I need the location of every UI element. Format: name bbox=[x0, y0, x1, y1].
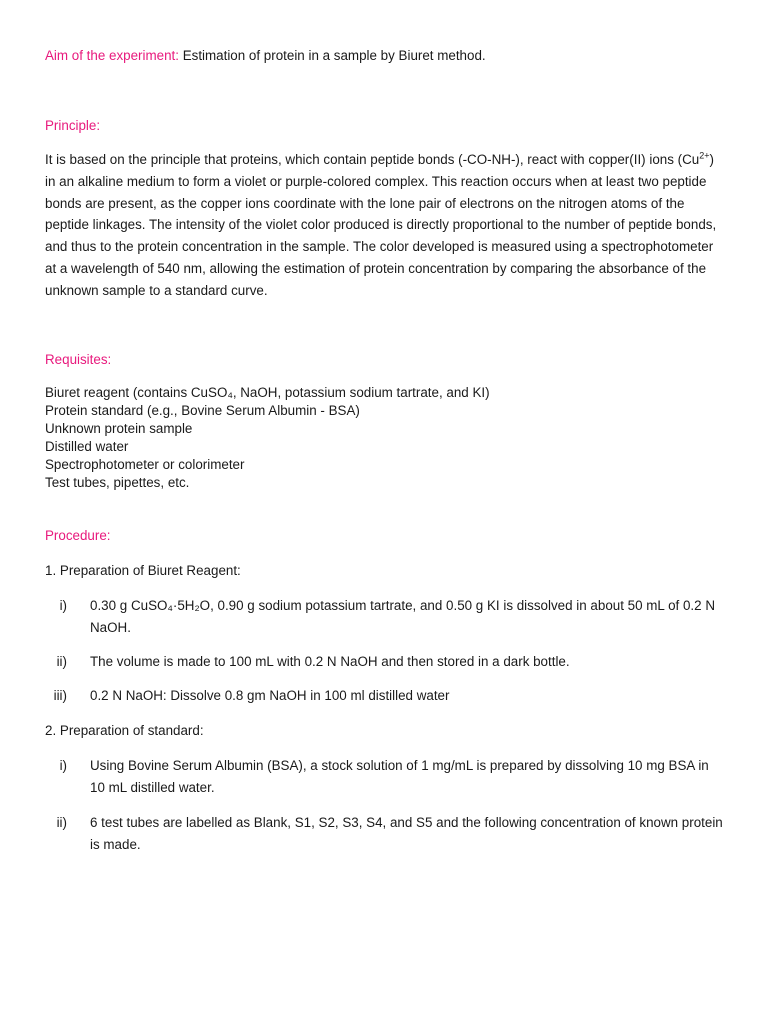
requisite-item: Test tubes, pipettes, etc. bbox=[45, 475, 190, 490]
principle-text-a: It is based on the principle that proteins, which contain peptide bonds (-CO-NH-), react with copper(II) ions (Cu bbox=[45, 152, 700, 167]
requisites-list bbox=[45, 384, 725, 492]
requisite-item: Biuret reagent (contains CuSO₄, NaOH, potassium sodium tartrate, and KI) bbox=[45, 385, 490, 400]
item-text: 6 test tubes are labelled as Blank, S1, S2, S3, S4, and S5 and the following concentration of known protein is made. bbox=[90, 815, 723, 852]
section1-item-2 bbox=[45, 651, 725, 673]
section1-item-3 bbox=[45, 685, 725, 707]
requisite-item: Unknown protein sample bbox=[45, 421, 193, 436]
principle-text-b: ) in an alkaline medium to form a violet or purple-colored complex. This reaction occurs when at least two peptide bonds are present, as the copper ions coordinate with the lone pair of electrons on the nitrogen atoms of the peptide linkages. The intensity of the violet color produced is directly proportional to the number of peptide bonds, and thus to the protein concentration in the sample. The color developed is measured using a spectrophotometer at a wavelength of 540 nm, allowing the estimation of protein concentration by comparing the absorbance of the unknown sample to a standard curve. bbox=[45, 152, 717, 298]
section1-title: 1. Preparation of Biuret Reagent: bbox=[45, 563, 241, 578]
item-text: Using Bovine Serum Albumin (BSA), a stock solution of 1 mg/mL is prepared by dissolving 10 mg BSA in 10 mL distilled water. bbox=[90, 758, 709, 795]
section1-item-1 bbox=[45, 595, 725, 639]
requisite-item: Protein standard (e.g., Bovine Serum Albumin - BSA) bbox=[45, 403, 360, 418]
item-number: iii) bbox=[53, 688, 67, 703]
requisite-item: Distilled water bbox=[45, 439, 129, 454]
section2-title: 2. Preparation of standard: bbox=[45, 723, 204, 738]
section2-item-2 bbox=[45, 812, 725, 856]
requisites-heading: Requisites: bbox=[45, 352, 112, 367]
principle-heading: Principle: bbox=[45, 118, 101, 133]
item-number: ii) bbox=[56, 654, 67, 669]
aim-label: Aim of the experiment: bbox=[45, 48, 179, 63]
principle-paragraph bbox=[45, 149, 725, 302]
item-text: The volume is made to 100 mL with 0.2 N NaOH and then stored in a dark bottle. bbox=[90, 654, 570, 669]
aim-line bbox=[45, 46, 725, 66]
item-number: i) bbox=[59, 598, 67, 613]
item-text: 0.2 N NaOH: Dissolve 0.8 gm NaOH in 100 ml distilled water bbox=[90, 688, 450, 703]
item-number: ii) bbox=[56, 815, 67, 830]
procedure-heading: Procedure: bbox=[45, 528, 111, 543]
item-text: 0.30 g CuSO₄·5H₂O, 0.90 g sodium potassium tartrate, and 0.50 g KI is dissolved in about 50 mL of 0.2 N NaOH. bbox=[90, 598, 715, 635]
requisite-item: Spectrophotometer or colorimeter bbox=[45, 457, 245, 472]
principle-superscript: 2+ bbox=[699, 150, 710, 161]
section2-item-1 bbox=[45, 755, 725, 799]
aim-text: Estimation of protein in a sample by Biuret method. bbox=[178, 48, 486, 63]
item-number: i) bbox=[59, 758, 67, 773]
